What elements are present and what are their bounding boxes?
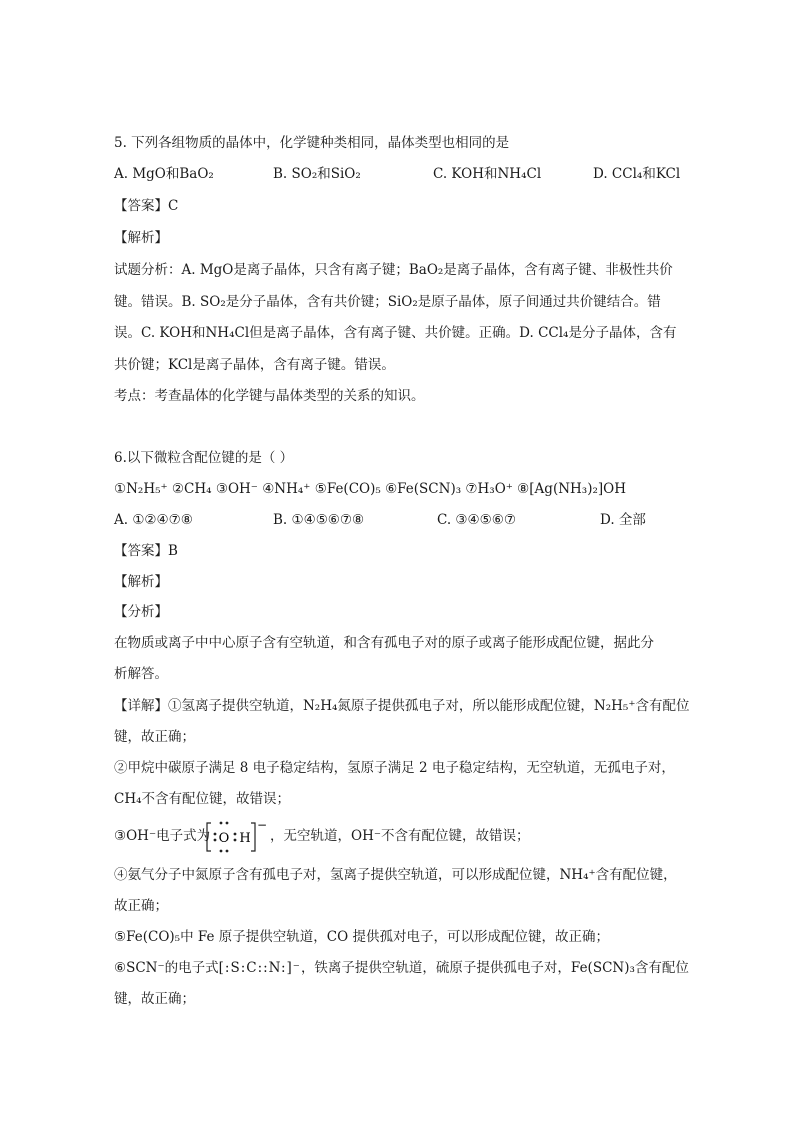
q5-stem: 5. 下列各组物质的晶体中，化学键种类相同，晶体类型也相同的是 (114, 135, 510, 151)
right-bracket-icon (251, 823, 255, 851)
q6-detail-line-3: ②甲烷中碳原子满足 8 电子稳定结构，氢原子满足 2 电子稳定结构，无空轨道，无孤电子对， (114, 760, 675, 776)
q6-fenxi-heading: 【分析】 (114, 604, 168, 620)
lewis-hydrogen: H (239, 831, 251, 846)
lewis-oxygen: O (218, 831, 230, 846)
q6-detail-line-10: 键，故正确； (114, 991, 195, 1007)
q6-detail-line-9a: ⑥SCN⁻的电子式 (114, 960, 219, 976)
q6-fenxi-line-1: 在物质或离子中中心原子含有空轨道，和含有孤电子对的原子或离子能形成配位键，据此分 (114, 635, 654, 651)
q6-option-b: B. ①④⑤⑥⑦⑧ (273, 512, 365, 528)
q6-detail-line-5b: ，无空轨道，OH⁻不含有配位键，故错误； (270, 828, 530, 844)
q6-detail-line-9b: ，铁离子提供空轨道，硫原子提供孤电子对，Fe(SCN)₃含有配位 (300, 960, 689, 976)
q6-answer: 【答案】B (114, 543, 178, 559)
lewis-charge: − (256, 819, 267, 832)
q6-detail-line-4: CH₄不含有配位键，故错误； (114, 791, 291, 807)
q5-kaodian: 考点：考查晶体的化学键与晶体类型的关系的知识。 (114, 388, 425, 404)
q6-detail-line-8: ⑤Fe(CO)₅中 Fe 原子提供空轨道，CO 提供孤对电子，可以形成配位键，故正确； (114, 929, 609, 945)
q5-analysis-line-4: 共价键；KCl是离子晶体，含有离子键。错误。 (114, 357, 395, 373)
q6-detail-line-9 (114, 958, 689, 978)
q6-option-a: A. ①②④⑦⑧ (114, 512, 193, 528)
q6-items: ①N₂H₅⁺ ②CH₄ ③OH⁻ ④NH₄⁺ ⑤Fe(CO)₅ ⑥Fe(SCN)₃ ⑦H₃O⁺ ⑧[Ag(NH₃)₂]OH (114, 481, 626, 497)
q5-analysis-heading: 【解析】 (114, 230, 168, 246)
q5-option-c: C. KOH和NH₄Cl (433, 166, 542, 182)
q6-stem: 6.以下微粒含配位键的是（ ） (114, 450, 294, 466)
q6-detail-line-7: 故正确； (114, 898, 168, 914)
oh-lewis-structure (205, 819, 267, 855)
q6-detail-line-5a: ③OH⁻电子式为 (114, 828, 211, 844)
q5-option-a: A. MgO和BaO₂ (114, 166, 214, 182)
q6-detail-line-2: 键，故正确； (114, 729, 195, 745)
q5-option-d: D. CCl₄和KCl (593, 166, 681, 182)
q5-analysis-line-1: 试题分析：A. MgO是离子晶体，只含有离子键；BaO₂是离子晶体，含有离子键、非极性共价 (114, 262, 673, 278)
q6-analysis-heading: 【解析】 (114, 574, 168, 590)
q5-analysis-line-2: 键。错误。B. SO₂是分子晶体，含有共价键；SiO₂是原子晶体，原子间通过共价键结合。错 (114, 294, 661, 310)
q6-fenxi-line-2: 析解答。 (114, 666, 168, 682)
q6-detail-line-1: 【详解】①氢离子提供空轨道，N₂H₄氮原子提供孤电子对，所以能形成配位键，N₂H₅⁺含有配位 (114, 698, 690, 714)
q6-option-d: D. 全部 (600, 512, 646, 528)
q5-option-b: B. SO₂和SiO₂ (273, 166, 361, 182)
q6-detail-line-6: ④氨气分子中氮原子含有孤电子对，氢离子提供空轨道，可以形成配位键，NH₄⁺含有配位键， (114, 867, 677, 883)
scn-lewis-structure: [:S:C::N:]⁻ (218, 960, 301, 976)
q5-answer: 【答案】C (114, 198, 179, 214)
q6-option-c: C. ③④⑤⑥⑦ (437, 512, 516, 528)
left-bracket-icon (207, 823, 211, 851)
q5-analysis-line-3: 误。C. KOH和NH₄Cl但是离子晶体，含有离子键、共价键。正确。D. CCl₄是分子晶体，含有 (114, 325, 677, 341)
